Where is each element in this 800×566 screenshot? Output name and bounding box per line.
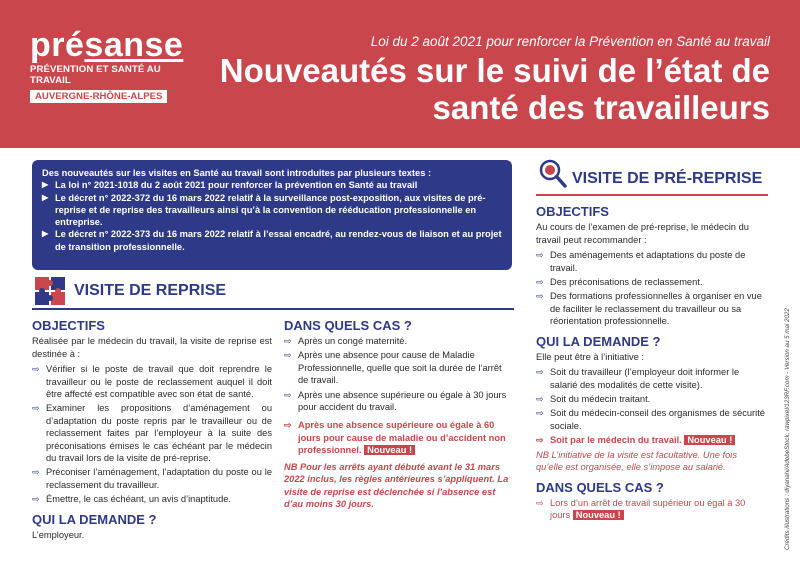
list-item: ⇨ Soit du médecin traitant. bbox=[536, 394, 651, 405]
intro-item: ▶ Le décret n° 2022-373 du 16 mars 2022 relatif à l’essai encadré, au rendez-vous de liaison et au projet de transition professionnelle. bbox=[42, 228, 502, 253]
reprise-col-objectifs bbox=[32, 318, 272, 541]
arrow-icon: ⇨ bbox=[32, 403, 40, 414]
nouveau-badge: Nouveau ! bbox=[364, 445, 415, 455]
reprise-objectifs-title: OBJECTIFS bbox=[32, 318, 105, 333]
reprise-heading bbox=[34, 276, 226, 306]
prereprise-objectifs-lead: Au cours de l’examen de pré-reprise, le médecin du travail peut recommander : bbox=[536, 222, 749, 245]
list-item: ⇨ Des aménagements et adaptations du poste de travail. bbox=[536, 250, 746, 273]
intro-item: ▶ La loi n° 2021-1018 du 2 août 2021 pour renforcer la prévention en Santé au travail bbox=[42, 179, 502, 191]
list-item: ⇨ Après un congé maternité. bbox=[284, 336, 408, 346]
intro-item: ▶ Le décret n° 2022-372 du 16 mars 2022 relatif à la surveillance post-exposition, aux visites de pré-reprise et de reprise des travailleurs ainsi qu’à la convention de rééducation professionnelle en entreprise. bbox=[42, 192, 502, 229]
magnifier-icon bbox=[538, 158, 568, 190]
prereprise-note: NB L’initiative de la visite est facultative. Une fois qu’elle est organisée, elle s’impose au salarié. bbox=[536, 449, 738, 473]
prereprise-objectifs-title: OBJECTIFS bbox=[536, 204, 609, 219]
reprise-demande-text: L’employeur. bbox=[32, 529, 85, 540]
reprise-cas-title: DANS QUELS CAS ? bbox=[284, 318, 412, 333]
arrow-icon: ⇨ bbox=[536, 250, 544, 261]
arrow-icon: ⇨ bbox=[536, 435, 544, 446]
prereprise-rule bbox=[536, 194, 768, 196]
arrow-icon: ⇨ bbox=[536, 367, 544, 378]
reprise-objectifs-lead: Réalisée par le médecin du travail, la visite de reprise est destinée à : bbox=[32, 336, 272, 359]
prereprise-cas-title: DANS QUELS CAS ? bbox=[536, 479, 664, 495]
prereprise-heading bbox=[538, 158, 762, 190]
list-item: ⇨ Soit du travailleur (l’employeur doit informer le salarié des modalités de cette visite). bbox=[536, 367, 740, 390]
arrow-icon: ⇨ bbox=[284, 389, 292, 400]
law-subtitle: Loi du 2 août 2021 pour renforcer la Prévention en Santé au travail bbox=[370, 34, 770, 49]
nouveau-badge: Nouveau ! bbox=[684, 435, 735, 445]
list-item: ⇨ Des formations professionnelles à organiser en vue de faciliter le reclassement du travailleur ou sa réorientation professionnelle. bbox=[536, 291, 762, 327]
credits-text: Crédits illustrations : diyanahi/AdobeStock, rawpixel/123RF.com - Version au 5 mai 2022 bbox=[784, 308, 791, 550]
list-item-new: ⇨ Après une absence supérieure ou égale à 60 jours pour cause de maladie ou d’accident non professionnel. Nouveau ! bbox=[284, 420, 506, 456]
list-item: ⇨ Après une absence supérieure ou égale à 30 jours pour accident du travail. bbox=[284, 389, 507, 413]
prereprise-demande-list bbox=[536, 366, 766, 446]
prereprise-title: VISITE DE PRÉ-REPRISE bbox=[572, 170, 763, 187]
prereprise-demande-title: QUI LA DEMANDE ? bbox=[536, 333, 661, 349]
reprise-rule bbox=[32, 308, 514, 310]
list-item-new: ⇨ Lors d’un arrêt de travail supérieur ou égal à 30 jours Nouveau ! bbox=[536, 497, 746, 521]
header-banner bbox=[0, 0, 800, 148]
list-item: ⇨ Examiner les propositions d’aménagement ou d’adaptation du poste repris par le travailleur ou de reclassement faites par l’employeur à la suite des préconisations émises le cas échéant par le médecin du travail lors de la visite de pré-reprise. bbox=[32, 403, 272, 464]
arrow-icon: ⇨ bbox=[284, 336, 292, 346]
arrow-icon: ⇨ bbox=[32, 364, 40, 375]
reprise-col-cas bbox=[284, 318, 514, 511]
puzzle-icon bbox=[34, 276, 68, 306]
prereprise-cas-list bbox=[536, 497, 766, 522]
arrow-icon: ⇨ bbox=[536, 497, 544, 508]
list-item: ⇨ Émettre, le cas échéant, un avis d’inaptitude. bbox=[32, 494, 232, 505]
arrow-icon: ⇨ bbox=[284, 420, 292, 431]
arrow-icon: ⇨ bbox=[536, 394, 544, 405]
reprise-title: VISITE DE REPRISE bbox=[74, 282, 227, 299]
arrow-icon: ⇨ bbox=[32, 467, 40, 478]
arrow-icon: ⇨ bbox=[536, 291, 544, 302]
page-title: Nouveautés sur le suivi de l’état de santé des travailleurs bbox=[219, 52, 770, 126]
arrow-icon: ⇨ bbox=[32, 494, 40, 505]
arrow-icon: ⇨ bbox=[536, 408, 544, 419]
prereprise-col bbox=[536, 204, 766, 524]
arrow-icon: ⇨ bbox=[536, 277, 544, 287]
logo-region: AUVERGNE-RHÔNE-ALPES bbox=[30, 90, 167, 103]
intro-box bbox=[32, 160, 512, 270]
list-item: ⇨ Préconiser l’aménagement, l’adaptation du poste ou le reclassement du travailleur. bbox=[32, 467, 272, 490]
nouveau-badge: Nouveau ! bbox=[573, 510, 624, 520]
prereprise-objectifs-list bbox=[536, 249, 766, 327]
reprise-note: NB Pour les arrêts ayant débuté avant le 31 mars 2022 inclus, les règles antérieures s’appliquent. La visite de reprise est déclenchée si l’absence est d’au moins 30 jours. bbox=[284, 461, 509, 510]
logo-tagline: PRÉVENTION ET SANTÉ AU TRAVAIL bbox=[30, 64, 161, 86]
reprise-objectifs-list bbox=[32, 363, 272, 505]
list-item: ⇨ Des préconisations de reclassement. bbox=[536, 277, 703, 287]
list-item: ⇨ Après une absence pour cause de Maladie Professionnelle, quelle que soit la durée de l’arrêt de travail. bbox=[284, 350, 502, 386]
arrow-icon: ⇨ bbox=[284, 350, 292, 361]
reprise-demande-title: QUI LA DEMANDE ? bbox=[32, 511, 157, 527]
list-item: ⇨ Vérifier si le poste de travail que doit reprendre le travailleur ou le poste de reclassement auquel il doit être affecté est compatible avec son état de santé. bbox=[32, 364, 272, 399]
reprise-cas-list bbox=[284, 335, 514, 457]
list-item-new: ⇨ Soit par le médecin du travail. Nouveau ! bbox=[536, 434, 766, 446]
list-item: ⇨ Soit du médecin-conseil des organismes de sécurité sociale. bbox=[536, 408, 765, 431]
logo-wordmark: présanse bbox=[30, 26, 184, 64]
presanse-logo bbox=[30, 28, 190, 104]
intro-lead: Des nouveautés sur les visites en Santé au travail sont introduites par plusieurs textes : bbox=[42, 168, 432, 178]
prereprise-demande-lead: Elle peut être à l’initiative : bbox=[536, 351, 645, 362]
intro-list bbox=[42, 179, 502, 253]
